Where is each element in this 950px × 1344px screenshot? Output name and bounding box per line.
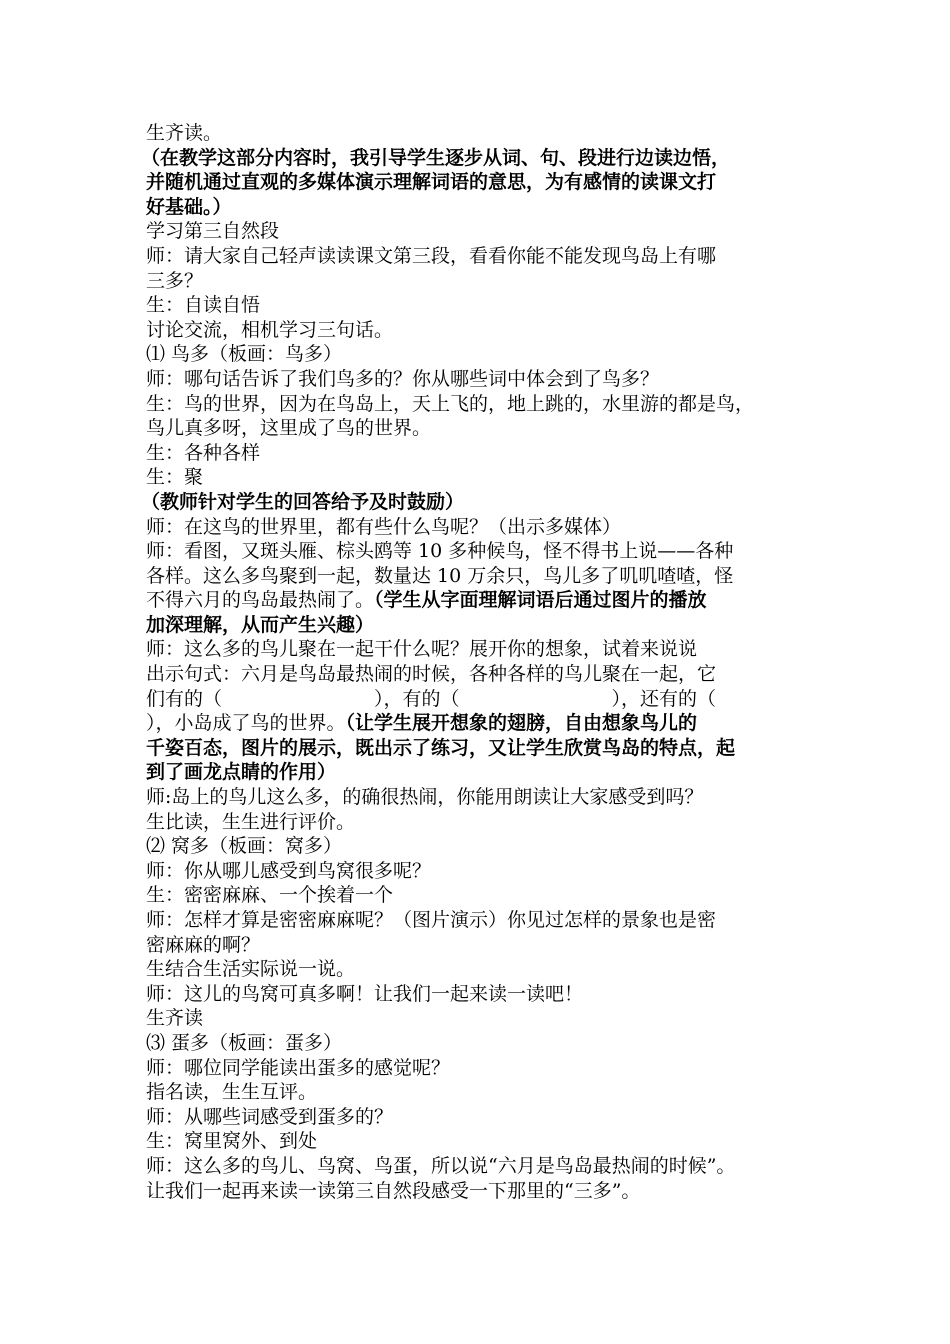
line-44: 让我们一起再来读一读第三自然段感受一下那里的“三多”。 (146, 1179, 641, 1202)
line-5: 学习第三自然段 (146, 220, 280, 243)
line-17: 师：在这鸟的世界里，都有些什么鸟呢？（出示多媒体） (146, 515, 622, 538)
line-25 (146, 711, 818, 736)
line-7: 三多？ (146, 269, 204, 292)
line-32: 生：密密麻麻、一个挨着一个 (146, 884, 394, 907)
line-26: 千姿百态，图片的展示，既出示了练习，又让学生欣赏鸟岛的特点，起 (146, 736, 736, 759)
line-1: 生齐读。 (146, 122, 223, 144)
line-34: 密麻麻的啊？ (146, 933, 261, 956)
line-20 (146, 588, 818, 613)
line-35: 生结合生活实际说一说。 (146, 958, 356, 981)
line-37: 生齐读 (146, 1007, 204, 1030)
line-20-text: 不得六月的鸟岛最热闹了。 (146, 589, 375, 612)
line-9: 讨论交流，相机学习三句话。 (146, 318, 394, 341)
line-30: ⑵ 窝多（板画：窝多） (146, 835, 343, 858)
line-10: ⑴ 鸟多（板画：鸟多） (146, 343, 343, 366)
line-8: 生：自读自悟 (146, 294, 261, 317)
line-18: 师：看图，又斑头雁、棕头鸥等 10 多种候鸟，怪不得书上说——各种 (146, 540, 734, 563)
line-39: 师：哪位同学能读出蛋多的感觉呢？ (146, 1056, 451, 1079)
line-25-text: ），小岛成了鸟的世界。 (146, 712, 346, 735)
line-3: 并随机通过直观的多媒体演示理解词语的意思，为有感情的读课文打 (146, 171, 717, 194)
line-29: 生比读，生生进行评价。 (146, 810, 356, 833)
line-25-note: （让学生展开想象的翅膀，自由想象鸟儿的 (345, 712, 698, 735)
line-6: 师：请大家自己轻声读读课文第三段，看看你能不能发现鸟岛上有哪 (146, 244, 717, 267)
lesson-text (141, 121, 818, 1203)
line-43: 师：这么多的鸟儿、鸟窝、鸟蛋，所以说“六月是鸟岛最热闹的时候”。 (146, 1154, 736, 1177)
line-12: 生：鸟的世界，因为在鸟岛上，天上飞的，地上跳的，水里游的都是鸟， (146, 392, 755, 415)
line-22: 师：这么多的鸟儿聚在一起干什么呢？展开你的想象，试着来说说 (146, 638, 698, 661)
line-40: 指名读，生生互评。 (146, 1081, 318, 1104)
line-24: 们有的（ ），有的（ ），还有的（ (146, 687, 717, 710)
line-21: 加深理解，从而产生兴趣） (146, 613, 375, 636)
line-28: 师:岛上的鸟儿这么多，的确很热闹，你能用朗读让大家感受到吗？ (146, 786, 704, 809)
line-23: 出示句式：六月是鸟岛最热闹的时候，各种各样的鸟儿聚在一起，它 (146, 663, 717, 686)
line-15: 生：聚 (146, 466, 204, 489)
line-11: 师：哪句话告诉了我们鸟多的？你从哪些词中体会到了鸟多？ (146, 367, 660, 390)
line-33: 师：怎样才算是密密麻麻呢？（图片演示）你见过怎样的景象也是密 (146, 909, 717, 931)
line-36: 师：这儿的鸟窝可真多啊！让我们一起来读一读吧！ (146, 982, 584, 1005)
line-19: 各样。这么多鸟聚到一起，数量达 10 万余只，鸟儿多了叽叽喳喳，怪 (146, 564, 734, 587)
line-38: ⑶ 蛋多（板画：蛋多） (146, 1031, 343, 1054)
line-4: 好基础。） (146, 195, 232, 218)
line-16: （教师针对学生的回答给予及时鼓励） (141, 490, 465, 513)
line-31: 师：你从哪儿感受到鸟窝很多呢？ (146, 859, 432, 882)
line-13: 鸟儿真多呀，这里成了鸟的世界。 (146, 417, 432, 440)
line-27: 到了画龙点睛的作用） (146, 761, 337, 784)
line-14: 生：各种各样 (146, 441, 261, 464)
line-2: （在教学这部分内容时，我引导学生逐步从词、句、段进行边读边悟， (141, 146, 731, 169)
line-41: 师：从哪些词感受到蛋多的？ (146, 1105, 394, 1128)
line-20-note: （学生从字面理解词语后通过图片的播放 (374, 589, 707, 612)
line-42: 生：窝里窝外、到处 (146, 1130, 318, 1153)
